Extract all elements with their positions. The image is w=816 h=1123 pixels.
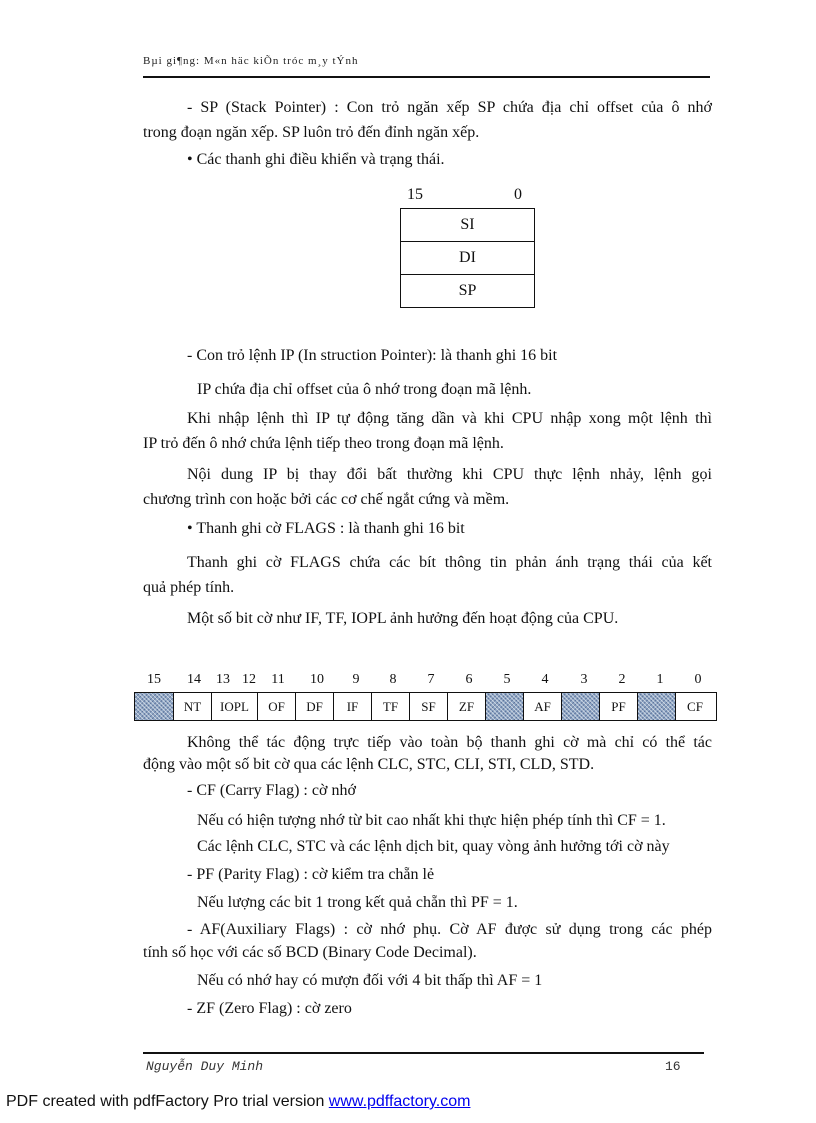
paragraph-sp-line2: trong đoạn ngăn xếp. SP luôn trỏ đến đỉnh ngăn xếp. — [143, 124, 480, 141]
paragraph-pf-desc: Nếu lượng các bit 1 trong kết quả chẵn thì PF = 1. — [197, 894, 518, 911]
flag-cell-iopl: IOPL — [211, 693, 257, 720]
paragraph-sp-line1: - SP (Stack Pointer) : Con trỏ ngăn xếp SP chứa địa chỉ offset của ô nhớ — [187, 99, 712, 116]
flag-bit-number: 5 — [503, 672, 511, 687]
footer-author: Nguyễn Duy Minh — [146, 1059, 264, 1074]
flag-cell-if: IF — [333, 693, 371, 720]
paragraph-af-line1: - AF(Auxiliary Flags) : cờ nhớ phụ. Cờ AF được sử dụng trong các phép — [187, 921, 712, 938]
footer-rule — [143, 1052, 704, 1054]
flag-bit-number: 6 — [465, 672, 473, 687]
flag-cell-reserved — [637, 693, 675, 720]
flag-cell-df: DF — [295, 693, 333, 720]
flag-bit-number: 1 — [656, 672, 664, 687]
flag-bit-number: 15 — [147, 672, 161, 687]
bullet-control-registers: • Các thanh ghi điều khiển và trạng thái. — [187, 151, 445, 168]
paragraph-flags-line1: Thanh ghi cờ FLAGS chứa các bít thông tin phản ánh trạng thái của kết — [187, 554, 712, 571]
flag-bit-number: 8 — [389, 672, 397, 687]
paragraph-zf-title: - ZF (Zero Flag) : cờ zero — [187, 1000, 352, 1017]
paragraph-ip-increment-line1: Khi nhập lệnh thì IP tự động tăng dần và khi CPU nhập xong một lệnh thì — [187, 410, 712, 427]
flag-cell-af: AF — [523, 693, 561, 720]
flag-bit-number: 13 — [216, 672, 230, 687]
pdffactory-link[interactable]: www.pdffactory.com — [328, 1093, 471, 1110]
flag-bit-number: 2 — [618, 672, 626, 687]
paragraph-flags-cpu: Một số bit cờ như IF, TF, IOPL ảnh hưởng đến hoạt động của CPU. — [187, 610, 619, 627]
register-box — [400, 208, 535, 308]
page-number: 16 — [665, 1059, 681, 1074]
flag-bit-number: 12 — [242, 672, 256, 687]
flag-cell-tf: TF — [371, 693, 409, 720]
paragraph-pf-title: - PF (Parity Flag) : cờ kiểm tra chẵn lẻ — [187, 866, 435, 883]
flag-bit-number: 14 — [187, 672, 201, 687]
flag-bit-number: 7 — [427, 672, 435, 687]
paragraph-ip-change-line2: chương trình con hoặc bởi các cơ chế ngắt cứng và mềm. — [143, 491, 510, 508]
flag-cell-reserved — [135, 693, 173, 720]
page-header: Bµi gi¶ng: M«n häc kiÕn tróc m¸y tÝnh — [143, 55, 359, 67]
bullet-flags-register: • Thanh ghi cờ FLAGS : là thanh ghi 16 bit — [187, 520, 465, 537]
flag-bit-number: 9 — [352, 672, 360, 687]
register-cell-sp: SP — [401, 274, 534, 307]
flag-bit-number: 0 — [694, 672, 702, 687]
register-bit-high: 15 — [407, 186, 423, 203]
flag-bit-number: 3 — [580, 672, 588, 687]
paragraph-af-desc: Nếu có nhớ hay có mượn đối với 4 bit thấp thì AF = 1 — [197, 972, 543, 989]
flag-cell-zf: ZF — [447, 693, 485, 720]
paragraph-ip-increment-line2: IP trỏ đến ô nhớ chứa lệnh tiếp theo trong đoạn mã lệnh. — [143, 435, 504, 452]
flags-register-row — [134, 692, 717, 721]
paragraph-ip-change-line1: Nội dung IP bị thay đổi bất thường khi CPU thực lệnh nhảy, lệnh gọi — [187, 466, 712, 483]
paragraph-af-line2: tính số học với các số BCD (Binary Code Decimal). — [143, 944, 477, 961]
flag-cell-nt: NT — [173, 693, 211, 720]
pdf-watermark — [6, 1093, 470, 1111]
flag-cell-sf: SF — [409, 693, 447, 720]
flag-bit-number: 10 — [310, 672, 324, 687]
flag-cell-pf: PF — [599, 693, 637, 720]
header-rule — [143, 76, 710, 78]
paragraph-ip-intro: - Con trỏ lệnh IP (In struction Pointer): là thanh ghi 16 bit — [187, 347, 558, 364]
register-cell-di: DI — [401, 241, 534, 274]
paragraph-cf-desc: Nếu có hiện tượng nhớ từ bit cao nhất khi thực hiện phép tính thì CF = 1. — [197, 812, 666, 829]
flag-bit-number: 4 — [541, 672, 549, 687]
pdf-watermark-text: PDF created with pdfFactory Pro trial version — [6, 1093, 329, 1110]
paragraph-flags-access-line2: động vào một số bit cờ qua các lệnh CLC, STC, CLI, STI, CLD, STD. — [143, 756, 595, 773]
flag-cell-reserved — [561, 693, 599, 720]
paragraph-flags-access-line1: Không thể tác động trực tiếp vào toàn bộ thanh ghi cờ mà chỉ có thể tác — [187, 734, 712, 751]
flag-cell-cf: CF — [675, 693, 714, 720]
paragraph-ip-offset: IP chứa địa chỉ offset của ô nhớ trong đoạn mã lệnh. — [197, 381, 532, 398]
paragraph-flags-line2: quả phép tính. — [143, 579, 235, 596]
register-cell-si: SI — [460, 216, 475, 233]
flag-cell-of: OF — [257, 693, 295, 720]
flag-cell-reserved — [485, 693, 523, 720]
paragraph-cf-title: - CF (Carry Flag) : cờ nhớ — [187, 782, 356, 799]
paragraph-cf-instructions: Các lệnh CLC, STC và các lệnh dịch bit, quay vòng ảnh hưởng tới cờ này — [197, 838, 670, 855]
register-bit-low: 0 — [514, 186, 522, 203]
flag-bit-number: 11 — [271, 672, 285, 687]
